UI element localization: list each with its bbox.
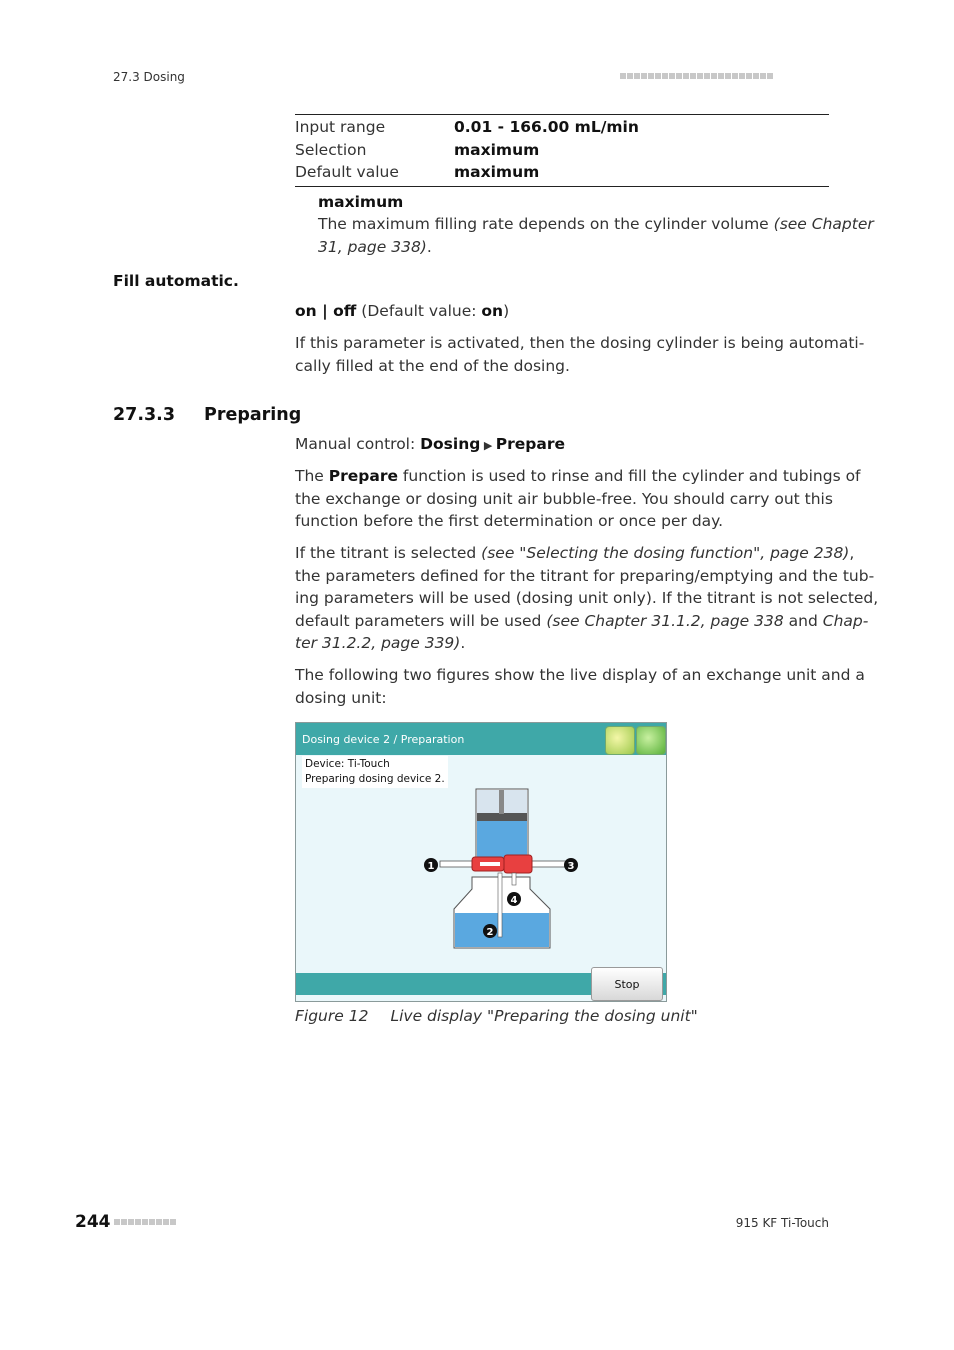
chapter-reference[interactable]: Chap-: [822, 611, 869, 630]
chapter-reference[interactable]: ter 31.2.2, page 339): [295, 634, 461, 652]
prepare-paragraph: The Prepare function is used to rinse and fill the cylinder and tubings of the exchange or dosing unit air bubble-free. You should carry out this function before the first determination or once per day.: [295, 467, 861, 530]
tube-right: [528, 861, 566, 867]
path-arrow-icon: ▶: [480, 439, 496, 452]
manual-control-path: Manual control: Dosing ▶ Prepare: [295, 435, 566, 453]
footer-decorative-squares: [114, 1219, 176, 1225]
table-row: [295, 116, 829, 139]
figure-number: Figure 12: [295, 1007, 369, 1025]
valve-channel: [480, 862, 500, 866]
maximum-description: The maximum filling rate depends on the cylinder volume (see Chapter: [318, 215, 874, 233]
marker-3-label: 3: [567, 861, 575, 872]
marker-2-label: 2: [486, 927, 494, 938]
fill-automatic-description: If this parameter is activated, then the dosing cylinder is being automati- cally filled at the end of the dosing.: [295, 334, 865, 375]
titrant-paragraph: If the titrant is selected (see "Selecting the dosing function", page 238), the parameters defined for the titrant for preparing/emptying and the tub- ing parameters will be used (dosing unit only). If the titrant is not selected, default parameters will be used (see Chapter 31.1.2, page 338 and Chap- ter 31.2.2, page 339).: [295, 544, 879, 652]
marker-2: [483, 924, 497, 938]
cylinder-liquid: [477, 821, 527, 860]
dosing-unit-diagram: [296, 723, 666, 973]
chapter-reference[interactable]: (see "Selecting the dosing function", page 238): [481, 544, 850, 562]
figure-caption: [295, 1007, 698, 1025]
valve-right: [504, 855, 532, 873]
param-value: 0.01 - 166.00 mL/min: [454, 118, 639, 136]
screen-title: Dosing device 2 / Preparation: [302, 733, 465, 746]
marker-4-label: 4: [510, 895, 518, 906]
device-line: Device: Ti-Touch: [305, 758, 390, 770]
running-header-section: 27.3 Dosing: [113, 70, 185, 84]
marker-3: [564, 858, 578, 872]
piston-rod: [499, 790, 504, 814]
section-number: 27.3.3: [113, 405, 176, 425]
tube-down: [498, 873, 502, 937]
page-number: 244: [75, 1212, 111, 1232]
figures-intro-paragraph: The following two figures show the live display of an exchange unit and a dosing unit:: [295, 666, 865, 707]
parameter-table: [295, 114, 829, 187]
footer-product-name: 915 KF Ti-Touch: [735, 1216, 829, 1230]
maximum-description-cont: 31, page 338).: [318, 238, 432, 256]
marker-4: [507, 892, 521, 906]
param-label: Input range: [295, 118, 386, 136]
table-row: [295, 161, 829, 184]
fill-automatic-options: on | off (Default value: on): [295, 302, 510, 320]
param-label: Default value: [295, 163, 399, 181]
section-title: Preparing: [204, 405, 302, 425]
live-display-screenshot: [295, 722, 667, 1002]
chapter-reference[interactable]: (see Chapter: [773, 215, 874, 233]
maximum-term: maximum: [318, 193, 404, 211]
param-label: Selection: [295, 140, 367, 159]
figure-caption-text: Live display "Preparing the dosing unit": [390, 1007, 698, 1025]
stop-button[interactable]: Stop: [591, 967, 663, 1001]
marker-1: [424, 858, 438, 872]
chapter-reference[interactable]: (see Chapter 31.1.2, page 338: [546, 611, 784, 630]
chapter-reference[interactable]: 31, page 338): [318, 238, 427, 256]
status-line: Preparing dosing device 2.: [305, 773, 445, 785]
param-value: maximum: [454, 140, 540, 159]
header-decorative-squares: [620, 73, 773, 79]
marker-1-label: 1: [427, 861, 435, 872]
tube-short: [512, 873, 516, 885]
table-row: [295, 139, 829, 162]
fill-automatic-label: Fill automatic.: [113, 272, 239, 290]
piston: [477, 813, 527, 821]
param-value: maximum: [454, 163, 540, 181]
tube-left: [440, 861, 476, 867]
